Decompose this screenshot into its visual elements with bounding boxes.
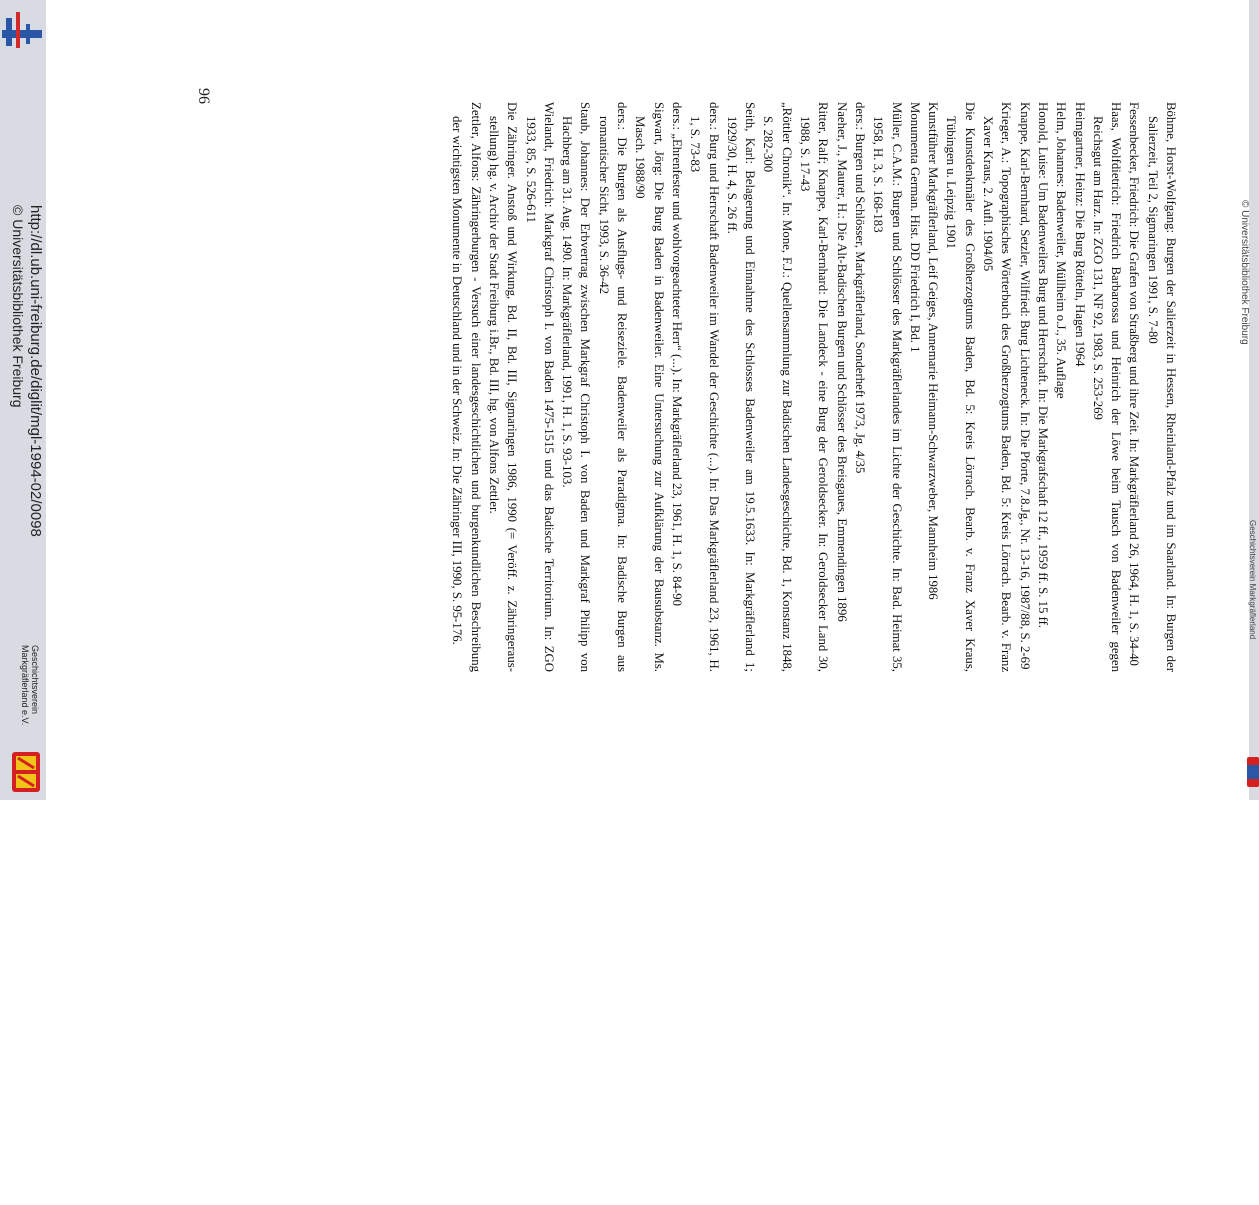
bibliography-entry: Knappe, Karl-Bernhard, Setzler, Wilfried: Burg Lichteneck. In: Die Pforte, 7.8.Jg., Nr. 13-16, 1987/88, S. 2-69 bbox=[1017, 102, 1032, 670]
bibliography-entry: Die Kunstdenkmäler des Großherzogtums Baden, Bd. 5: Kreis Lörrach. Bearb. v. Franz Xaver Kraus, Tübingen u. Leipzig 1901 bbox=[944, 102, 977, 672]
library-logo-icon bbox=[2, 10, 42, 50]
rotated-text-block bbox=[180, 88, 1180, 672]
right-organization-note: Geschichtsverein Markgräflerland bbox=[1248, 520, 1257, 640]
top-copyright-note: © Universitätsbibliothek Freiburg bbox=[1239, 200, 1250, 345]
bibliography-list bbox=[448, 102, 1180, 672]
bibliography-entry: Ritter, Ralf; Knappe, Karl-Bernhard: Die Landeck - eine Burg der Geroldsecker. In: Geroldsecker Land 30, 1988, S. 17-43 bbox=[798, 102, 831, 672]
coat-of-arms-icon bbox=[12, 752, 40, 792]
organization-line-1: Geschichtsverein bbox=[30, 645, 40, 715]
bibliography-entry: Müller, C.A.M.: Burgen und Schlösser des Markgräflerlandes im Lichte der Geschichte. In: Bad. Heimat 35, 1958, H. 3, S. 168-183 bbox=[871, 102, 904, 672]
bibliography-entry: Staub, Johannes: Der Erbvertrag zwischen Markgraf Christoph I. von Baden und Markgraf Philipp von Hachberg am 31. Aug. 1490. In: Markgräflerland, 1991, H. 1, S. 93-103. bbox=[560, 102, 593, 672]
bibliography-entry: Seith, Karl: Belagerung und Einnahme des Schlosses Badenweiler am 19.5.1633. In: Markgräflerland 1; 1929/30, H. 4, S. 26 ff. bbox=[724, 102, 758, 672]
bibliography-entry: Fessenbecker, Friedrich: Die Grafen von Straßberg und ihre Zeit. In: Markgräflerland 26, 1964, H. 1, S. 34-40 bbox=[1127, 102, 1142, 666]
scanned-page bbox=[46, 0, 1249, 800]
bibliography-entry: „Röttler Chronik“. In: Mone, F.J.: Quellensammlung zur Badischen Landesgeschichte, Bd. 1, Konstanz 1848, S. 282-300 bbox=[761, 102, 794, 672]
bibliography-entry: ders.: „Ehrenfester und wohlvorgeachteter Herr“ (...). In: Markgräflerland 23, 1961, H. 1, S. 84-90 bbox=[669, 102, 684, 607]
bibliography-entry: Wielandt, Friedrich: Markgraf Christoph I. von Baden 1475-1515 und das Badische Territorium. In: ZGO 1933, 85, S. 526-611 bbox=[523, 102, 556, 672]
bibliography-entry: ders.: Burg und Herrschaft Badenweiler im Wandel der Geschichte (...). In: Das Markgräflerland 23, 1961, H. 1, S. 73-83 bbox=[688, 102, 721, 672]
bibliography-entry: Kunstführer Markgräflerland, Leif Geiges, Annemarie Heimann-Schwarzweber, Mannheim 1986 bbox=[926, 102, 941, 600]
bibliography-entry: Monumenta German. Hist. DD Friedrich I, Bd. 1 bbox=[907, 102, 922, 353]
bibliography-entry: Naeher, J., Maurer, H.: Die Alt-Badischen Burgen und Schlösser des Breisgaues, Emmendingen 1896 bbox=[834, 102, 849, 622]
bibliography-entry: Haas, Wolfdietrich: Friedrich Barbarossa und Heinrich der Löwe beim Tausch von Badenweiler gegen Reichsgut am Harz. In: ZGO 131, NF 92, 1983, S. 253-269 bbox=[1090, 102, 1124, 672]
right-viewer-panel bbox=[1249, 0, 1259, 800]
source-url-link[interactable]: http://dl.ub.uni-freiburg.de/diglit/mgl-1994-02/0098 bbox=[27, 205, 44, 537]
bibliography-entry: Krieger, A.: Topographisches Wörterbuch des Großherzogtums Baden, Bd. 5: Kreis Lörrach. Bearb. v. Franz Xaver Kraus, 2. Aufl. 1904/05 bbox=[981, 102, 1014, 672]
bibliography-entry: Heimgartner, Heinz: Die Burg Rötteln, Hagen 1964 bbox=[1072, 102, 1087, 367]
bibliography-entry: Helm, Johannes: Badenweiler, Müllheim o.J., 35. Auflage bbox=[1054, 102, 1069, 399]
bibliography-entry: Honold, Luise: Um Badenweilers Burg und Herrschaft. In: Die Markgrafschaft 12 ff., 1959 ff. S. 15 ff. bbox=[1035, 102, 1050, 629]
page-number: 96 bbox=[195, 88, 212, 104]
bibliography-entry: ders.: Burgen und Schlösser, Markgräflerland, Sonderheft 1973, Jg. 4/35 bbox=[852, 102, 867, 474]
organization-line-2: Markgräflerland e.V. bbox=[20, 645, 30, 726]
organization-name bbox=[20, 645, 40, 725]
bibliography-entry: Böhme, Horst-Wolfgang: Burgen der Salierzeit in Hessen, Rheinland-Pfalz und im Saarland. In: Burgen der Salierzeit, Teil 2, Sigmaringen 1991, S. 7-80 bbox=[1145, 102, 1178, 672]
copyright-text: © Universitätsbibliothek Freiburg bbox=[10, 205, 26, 408]
bibliography-entry: Sigwart, Jörg: Die Burg Baden in Badenweiler. Eine Untersuchung zur Aufklärung der Bausubstanz. Ms. Masch. 1988/90 bbox=[633, 102, 666, 672]
bibliography-entry: Die Zähringer. Anstoß und Wirkung, Bd. II, Bd. III, Sigmaringen 1986, 1990 (= Veröff. z. Zähringeraus-stellung) hg. v. Archiv der Stadt Freiburg i.Br., Bd. III, hg. von Alfons Zettler. bbox=[487, 102, 520, 672]
bibliography-entry: ders.: Die Burgen als Ausflugs- und Reiseziele. Badenweiler als Paradigma. In: Badische Burgen aus romantischer Sicht, 1993, S. 36-42 bbox=[596, 102, 630, 672]
bibliography-entry: Zettler, Alfons: Zähringerburgen - Versuch einer landesgeschichtlichen und burgenkundlichen Beschreibung der wichtigsten Monumente in Deutschland und in der Schweiz. In: Die Zähringer III, 1990, S. 95-176. bbox=[450, 102, 483, 672]
